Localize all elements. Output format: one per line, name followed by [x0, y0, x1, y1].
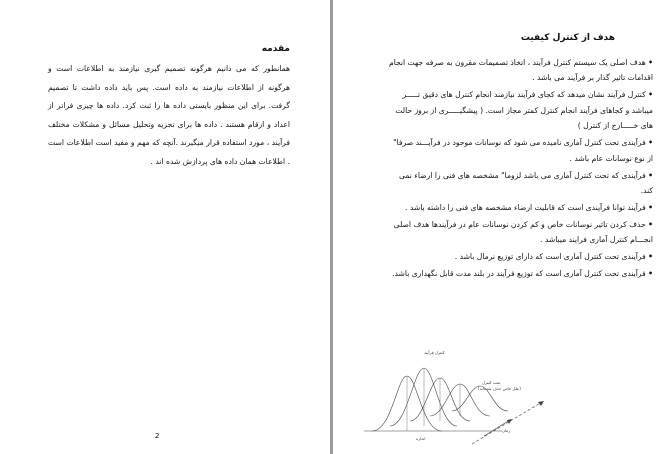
bullet-icon: •: [648, 90, 653, 100]
list-item-text: فرآیندی تحت کنترل آماری است که توزیع فرآیند در بلند مدت قابل نگهداری باشد.: [392, 269, 646, 279]
bullet-icon: •: [648, 170, 653, 180]
list-item: [388, 135, 653, 166]
diagram-label-bottom: اندازه: [416, 436, 426, 441]
diagram-label-right: تحت کنترل: [482, 380, 501, 385]
section-heading-quality-control-goal: هدف از کنترل کیفیت: [520, 33, 615, 43]
list-item: [388, 200, 653, 215]
time-axis-line: [472, 402, 542, 444]
diagram-label-top: کنترل فرآیند: [424, 350, 445, 355]
distribution-curve: [390, 368, 457, 426]
arrow-icon: [538, 401, 544, 406]
diagram-label-axis: زمان: [502, 428, 511, 433]
list-item-text: فرآیند توانا فرآیندی است که قابلیت ارضاء مشخصه های فنی را داشته باشد .: [405, 203, 646, 213]
list-item: [388, 87, 653, 133]
arrow-icon: [507, 419, 512, 424]
list-item: [388, 249, 653, 264]
bullet-icon: •: [648, 252, 653, 262]
bullet-icon: •: [648, 138, 653, 148]
list-item-text: فرآیندی که تحت کنترل آماری می باشد لزوما" مشخصه های فنی را ارضاء نمی کند.: [399, 170, 653, 196]
list-item-text: حذف کردن تاثیر نوسانات خاص و کم کردن نوسانات عام در فرآیندها هدف اصلی انجـــام کنترل آماری فرایند میباشد .: [393, 220, 653, 245]
process-distribution-diagram: [352, 336, 552, 448]
list-item-text: کنترل فرآیند نشان میدهد که کجای فرآیند نیازمند انجام کنترل های دقیق تـــــر میباشد و کجاهای فرآیند انجام کنترل کمتر مجاز است. ( پیشگیـــــری از بروز حالت های خـــــارج از کنترل ): [395, 90, 653, 131]
left-page: [0, 0, 330, 454]
introduction-paragraph: همانطور که می دانیم هرگونه تصمیم گیری نیازمند به اطلاعات است و هرگونه از اطلاعات نیازمند به داده است. پس باید داده داشت تا تصمیم گرفت. برای این منظور بایستی داده ها را ثبت کرد. داده ها چیزی فراتر از اعداد و ارقام هستند . داده ها برای تجزیه وتحلیل مسائل و مشکلات مختلف فرآیند ، مورد استفاده قرار میگیرند .آنچه که مهم و مفید است اطلاعات است . اطلاعات همان داده های پردازش شده اند .: [48, 64, 290, 166]
list-item-text: فرآیندی تحت کنترل آماری نامیده می شود که نوسانات موجود در فرآیـــند صرفا" از نوع نوسانات عام باشد .: [393, 138, 653, 163]
list-item: [388, 168, 653, 199]
bullet-icon: •: [648, 203, 653, 213]
bullet-icon: •: [648, 220, 653, 230]
bullet-list: [388, 55, 653, 283]
diagram-label-right-sub: (علل خاص حذف شده‌اند): [478, 386, 521, 391]
list-item-text: فرآیندی تحت کنترل آماری است که دارای توزیع نرمال باشد .: [454, 252, 646, 262]
bullet-icon: •: [648, 269, 653, 279]
list-item-text: هدف اصلی یک سیستم کنترل فرآیند ، اتخاذ تصمیمات مقرون به صرفه جهت انجام اقدامات تاثیر گذار بر فرآیند می باشد .: [389, 58, 653, 83]
page-number: 2: [155, 432, 160, 440]
list-item: [388, 266, 653, 281]
list-item: [388, 55, 653, 86]
section-heading-introduction: مقدمه: [261, 44, 290, 54]
bullet-icon: •: [648, 58, 653, 67]
list-item: [388, 217, 653, 248]
